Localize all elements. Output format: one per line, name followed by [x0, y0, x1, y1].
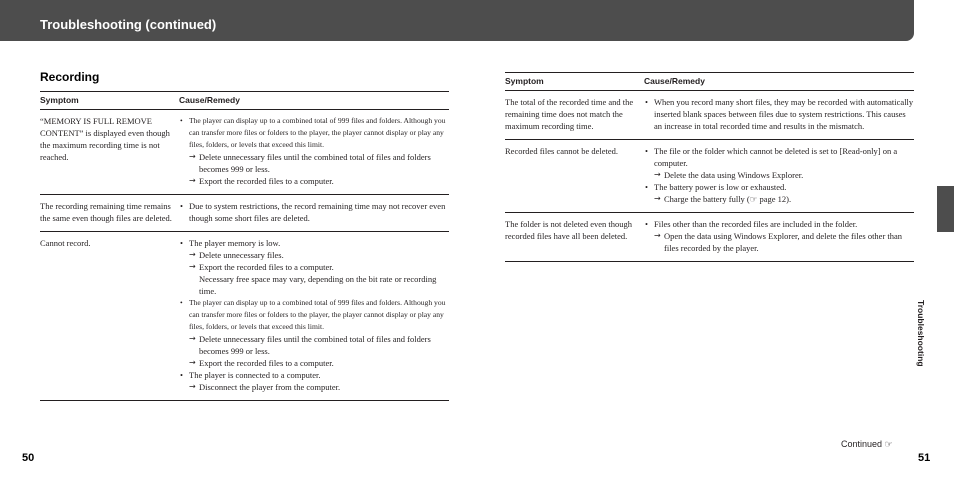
recording-table-continued — [505, 72, 914, 262]
remedy-step — [179, 381, 449, 393]
cause-bullet: • Due to system restrictions, the record remaining time may not recover even though some short files are deleted. — [179, 200, 449, 224]
cause-bullet: • The player can display up to a combined total of 999 files and folders. Although you can transfer more files or folders to the player, the player cannot display or play any files, folders, or levels that exceed this limit. — [179, 115, 449, 151]
remedy-step-text: Delete unnecessary files. — [199, 250, 284, 260]
remedy-step-text: Disconnect the player from the computer. — [199, 382, 341, 392]
arrow-right-icon: → — [654, 194, 661, 203]
arrow-right-icon: → — [189, 262, 196, 271]
remedy-step-text: Charge the battery fully (☞ page 12). — [664, 194, 792, 204]
remedy-step-text: Open the data using Windows Explorer, and delete the files other than files recorded by the player. — [664, 231, 903, 253]
symptom-cell: “MEMORY IS FULL REMOVE CONTENT” is displayed even though the maximum recording time is not reached. — [40, 116, 170, 162]
remedy-step — [179, 333, 449, 357]
cause-remedy-cell — [179, 237, 449, 393]
remedy-note: Necessary free space may vary, depending on the bit rate or recording time. — [199, 274, 437, 296]
arrow-right-icon: → — [189, 358, 196, 367]
table-row — [40, 232, 449, 401]
arrow-right-icon: → — [654, 231, 661, 240]
remedy-step-text: Export the recorded files to a computer. — [199, 176, 334, 186]
cause-remedy-cell — [179, 115, 449, 187]
remedy-step — [644, 193, 914, 205]
cause-remedy-cell — [644, 96, 914, 132]
remedy-step — [179, 151, 449, 175]
page-header-title: Troubleshooting (continued) — [40, 17, 217, 32]
cause-bullet: • When you record many short files, they may be recorded with automatically inserted blank spaces between files due to system restrictions. This causes an increase in total recorded time and results in the mismatch. — [644, 96, 914, 132]
symptom-cell: The recording remaining time remains the same even though files are deleted. — [40, 201, 172, 223]
column-header-symptom: Symptom — [505, 76, 544, 87]
table-row — [40, 110, 449, 195]
remedy-step — [644, 169, 914, 181]
cause-bullet: • The file or the folder which cannot be deleted is set to [Read-only] on a computer. — [644, 145, 914, 169]
side-section-label: Troubleshooting — [916, 300, 926, 367]
page-number-left: 50 — [22, 452, 35, 464]
symptom-cell: The folder is not deleted even though recorded files have all been deleted. — [505, 219, 632, 241]
symptom-cell: Recorded files cannot be deleted. — [505, 146, 619, 156]
cause-remedy-cell — [644, 218, 914, 254]
section-title-recording: Recording — [40, 70, 100, 84]
arrow-right-icon: → — [189, 250, 196, 259]
remedy-step — [644, 230, 914, 254]
remedy-step — [179, 175, 449, 187]
remedy-step — [179, 261, 449, 273]
remedy-step — [179, 357, 449, 369]
section-side-tab — [937, 186, 954, 232]
recording-table — [40, 91, 449, 401]
table-row — [505, 140, 914, 213]
cause-bullet: • The player memory is low. — [179, 237, 449, 249]
remedy-step — [179, 249, 449, 261]
cause-remedy-cell — [179, 200, 449, 224]
arrow-right-icon: → — [189, 176, 196, 185]
remedy-step-text: Delete the data using Windows Explorer. — [664, 170, 804, 180]
column-header-cause: Cause/Remedy — [644, 76, 705, 87]
cause-bullet: • The battery power is low or exhausted. — [644, 181, 914, 193]
table-row — [505, 91, 914, 140]
continued-label: Continued — [841, 439, 883, 449]
remedy-step-text: Export the recorded files to a computer. — [199, 358, 334, 368]
arrow-right-icon: → — [189, 334, 196, 343]
table-header — [40, 92, 449, 110]
arrow-right-icon: → — [189, 152, 196, 161]
symptom-cell: Cannot record. — [40, 238, 91, 248]
remedy-step-text: Delete unnecessary files until the combined total of files and folders becomes 999 or less. — [199, 334, 431, 356]
remedy-step-text: Delete unnecessary files until the combined total of files and folders becomes 999 or less. — [199, 152, 431, 174]
column-header-cause: Cause/Remedy — [179, 95, 240, 106]
table-header — [505, 73, 914, 91]
pointing-hand-icon: ☞ — [884, 440, 893, 450]
table-row — [505, 213, 914, 262]
continued-note — [841, 439, 893, 450]
header-bar — [0, 0, 914, 41]
arrow-right-icon: → — [654, 170, 661, 179]
remedy-step-text: Export the recorded files to a computer. — [199, 262, 334, 272]
cause-bullet: • The player is connected to a computer. — [179, 369, 449, 381]
cause-remedy-cell — [644, 145, 914, 205]
symptom-cell: The total of the recorded time and the remaining time does not match the maximum recording time. — [505, 97, 634, 131]
cause-bullet: • The player can display up to a combined total of 999 files and folders. Although you can transfer more files or folders to the player, the player cannot display or play any files, folders, or levels that exceed this limit. — [179, 297, 449, 333]
arrow-right-icon: → — [189, 382, 196, 391]
column-header-symptom: Symptom — [40, 95, 79, 106]
cause-bullet: • Files other than the recorded files are included in the folder. — [644, 218, 914, 230]
table-row — [40, 195, 449, 232]
page-number-right: 51 — [918, 452, 931, 464]
